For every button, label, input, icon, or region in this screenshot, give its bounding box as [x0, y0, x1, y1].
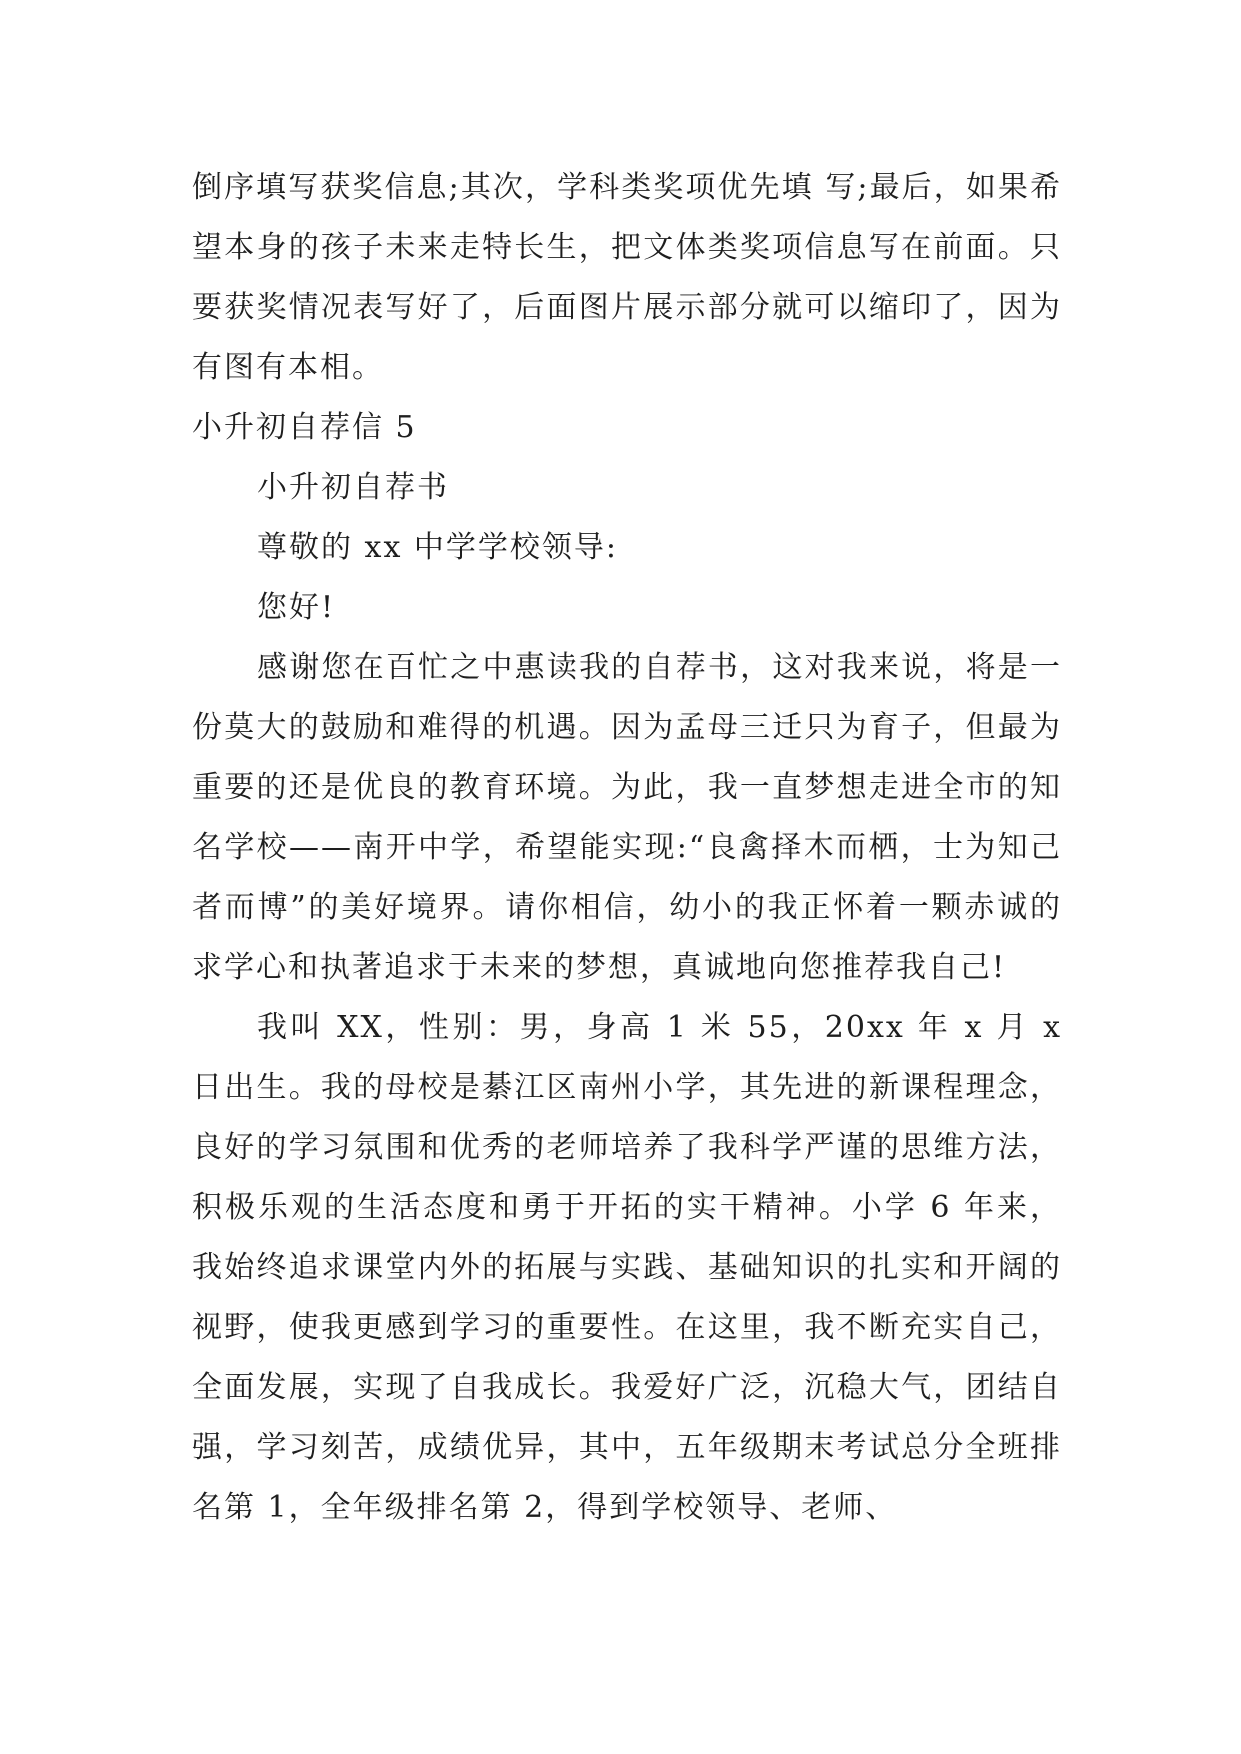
paragraph-self-intro: 我叫 XX，性别：男，身高 1 米 55，20xx 年 x 月 x 日出生。我的母校是綦江区南州小学，其先进的新课程理念，良好的学习氛围和优秀的老师培养了我科学严谨的思维方法，积极乐观的生活态度和勇于开拓的实干精神。小学 6 年来，我始终追求课堂内外的拓展与实践、基础知识的扎实和开阔的视野，使我更感到学习的重要性。在这里，我不断充实自己，全面发展，实现了自我成长。我爱好广泛，沉稳大气，团结自强，学习刻苦，成绩优异，其中，五年级期末考试总分全班排名第 1，全年级排名第 2，得到学校领导、老师、 — [192, 1010, 1062, 1525]
salutation: 尊敬的 xx 中学学校领导: — [257, 530, 619, 565]
paragraph-thanks: 感谢您在百忙之中惠读我的自荐书，这对我来说，将是一份莫大的鼓励和难得的机遇。因为孟母三迁只为育子，但最为重要的还是优良的教育环境。为此，我一直梦想走进全市的知名学校——南开中学，希望能实现:“良禽择木而栖，士为知己者而博”的美好境界。请你相信，幼小的我正怀着一颗赤诚的求学心和执著追求于未来的梦想，真诚地向您推荐我自己! — [192, 650, 1062, 985]
greeting: 您好! — [257, 590, 336, 625]
letter-title: 小升初自荐书 — [257, 470, 449, 505]
paragraph-award-info: 倒序填写获奖信息;其次，学科类奖项优先填 写;最后，如果希望本身的孩子未来走特长生，把文体类奖项信息写在前面。只要获奖情况表写好了，后面图片展示部分就可以缩印了，因为有图有本相。 — [192, 170, 1062, 385]
document-body — [192, 158, 1062, 1538]
section-heading: 小升初自荐信 5 — [192, 410, 417, 445]
